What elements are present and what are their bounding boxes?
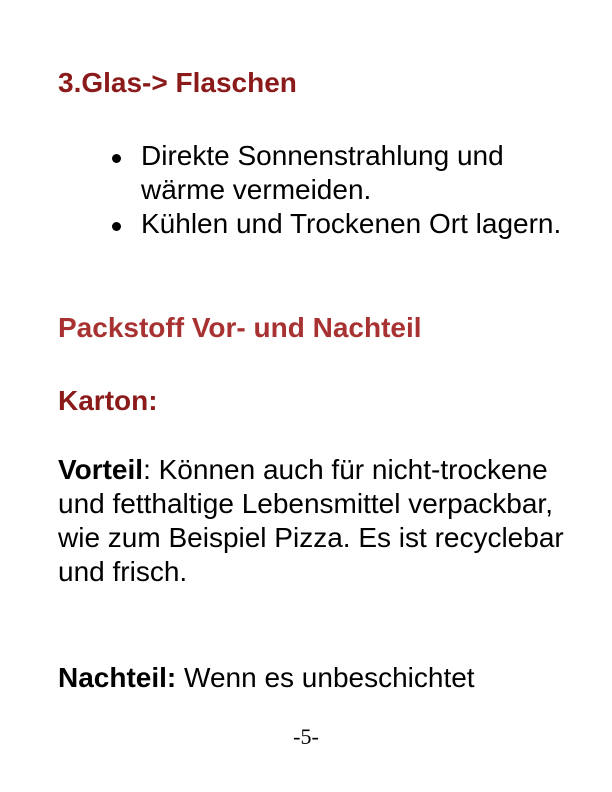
paragraph-nachteil — [58, 661, 578, 695]
page-number: -5- — [293, 724, 319, 749]
nachteil-label: Nachteil: — [58, 662, 177, 693]
heading-packstoff: Packstoff Vor- und Nachteil — [58, 312, 422, 343]
paragraph-vorteil — [58, 453, 578, 589]
heading-karton: Karton: — [58, 385, 158, 416]
list-item-text: Direkte Sonnenstrahlung und wärme vermeiden. — [141, 140, 504, 205]
bullet-dot-icon — [112, 154, 121, 163]
list-item-text: Kühlen und Trockenen Ort lagern. — [141, 208, 562, 239]
heading-glas-flaschen: 3.Glas-> Flaschen — [58, 67, 297, 98]
glas-bullet-list — [108, 139, 578, 241]
vorteil-text: : Können auch für nicht-trockene und fetthaltige Lebensmittel verpackbar, wie zum Beispiel Pizza. Es ist recyclebar und frisch. — [58, 454, 564, 587]
nachteil-text: Wenn es unbeschichtet — [176, 662, 475, 693]
vorteil-label: Vorteil — [58, 454, 144, 485]
list-item — [108, 207, 578, 241]
list-item — [108, 139, 578, 207]
bullet-dot-icon — [112, 222, 121, 231]
document-page — [58, 0, 578, 792]
